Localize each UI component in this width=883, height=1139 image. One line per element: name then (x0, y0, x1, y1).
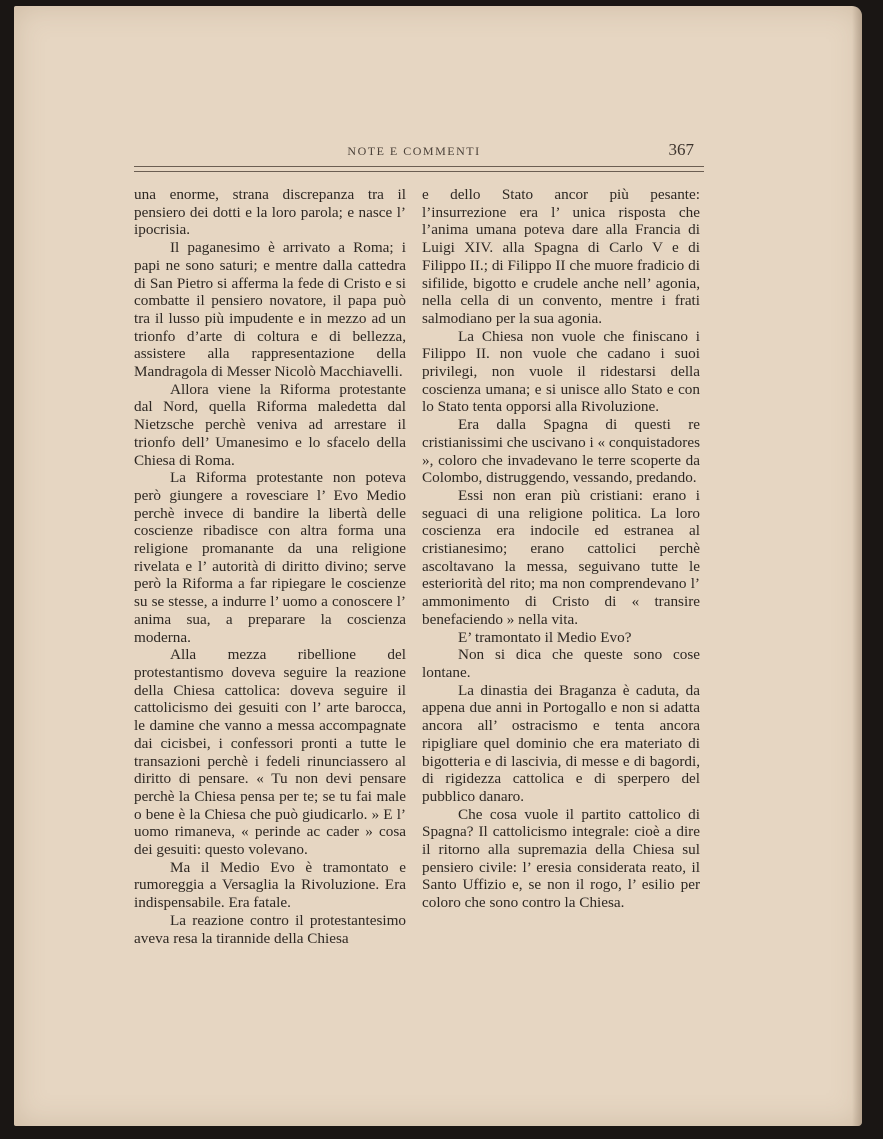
paragraph: Ma il Medio Evo è tramontato e rumoreggia a Versaglia la Rivoluzione. Era indispensabile. Era fatale. (134, 858, 406, 912)
running-header (134, 142, 694, 164)
paragraph: Che cosa vuole il partito cattolico di Spagna? Il cattolicismo integrale: cioè a dire il ritorno alla supremazia della Chiesa sul pensiero civile: l’ eresia considerata reato, il Santo Uffizio e, se non il rogo, l’ esilio per coloro che sono contro la Chiesa. (422, 805, 700, 912)
paragraph: e dello Stato ancor più pesante: l’insurrezione era l’ unica risposta che l’anima umana poteva dare alla Francia di Luigi XIV. alla Spagna di Carlo V e di Filippo II.; di Filippo II che muore fradicio di sifilide, bigotto e crudele anche nell’ agonia, nella cella di un convento, mentre i frati salmodiano per la sua agonia. (422, 186, 700, 327)
paragraph: La reazione contro il protestantesimo aveva resa la tirannide della Chiesa (134, 911, 406, 947)
page-edge-shading (852, 6, 862, 1126)
paragraph: Era dalla Spagna di questi re cristianissimi che uscivano i « conquistadores », coloro che invadevano le terre scoperte da Colombo, distruggendo, vessando, predando. (422, 416, 700, 487)
paragraph: una enorme, strana discrepanza tra il pensiero dei dotti e la loro parola; e nasce l’ ipocrisia. (134, 186, 406, 239)
right-column (422, 186, 700, 912)
paragraph: Non si dica che queste sono cose lontane. (422, 646, 700, 681)
paragraph: Il paganesimo è arrivato a Roma; i papi ne sono saturi; e mentre dalla cattedra di San Pietro si afferma la fede di Cristo e si combatte il pensiero novatore, il papa può tra il lusso più impudente e in mezzo ad un trionfo d’arte di coltura e di bellezza, assistere alla rappresentazione della Mandragola di Messer Nicolò Macchiavelli. (134, 239, 406, 381)
paragraph: La Riforma protestante non poteva però giungere a rovesciare l’ Evo Medio perchè invece di bandire la libertà delle coscienze ribadisce con altra forma una religione promanante da una religione rivelata e l’ autorità di diritto divino; serve però la Riforma a far ripiegare le coscienze su se stesse, a indurre l’ uomo a conoscere l’ anima sua, a preparare la coscienza moderna. (134, 469, 406, 646)
paragraph: Essi non eran più cristiani: erano i seguaci di una religione politica. La loro coscienza era indocile ed estranea al cristianesimo; erano cattolici perchè ascoltavano la messa, seguivano tutte le esteriorità del rito; ma non comprendevano l’ ammonimento di Cristo di « transire benefaciendo » nella vita. (422, 486, 700, 628)
left-column (134, 186, 406, 947)
paragraph: La dinastia dei Braganza è caduta, da appena due anni in Portogallo e non si adatta ancora all’ ostracismo e tenta ancora ripigliare quel dominio che era materiato di bigotteria e di lascivia, di messe e di bagordi, di rigidezza cattolica e di sperpero del pubblico danaro. (422, 681, 700, 805)
paragraph: Allora viene la Riforma protestante dal Nord, quella Riforma maledetta dal Nietzsche perchè veniva ad arrestare il trionfo dell’ Umanesimo e lo sfacelo della Chiesa di Roma. (134, 380, 406, 469)
paragraph: E’ tramontato il Medio Evo? (458, 628, 632, 646)
book-page (14, 6, 862, 1126)
running-title: NOTE E COMMENTI (347, 144, 481, 158)
page-number: 367 (668, 140, 694, 159)
paragraph: Alla mezza ribellione del protestantismo doveva seguire la reazione della Chiesa cattolica: doveva seguire il cattolicismo dei gesuiti con l’ arte barocca, le damine che vanno a messa accompagnate dai cicisbei, i confessori pronti a tutte le transazioni perchè i fedeli rinunciassero al diritto di pensare. « Tu non devi pensare perchè la Chiesa pensa per te; se tu fai male o bene è la Chiesa che può giudicarlo. » E l’ uomo rimaneva, « perinde ac cader » cosa dei gesuiti: questo volevano. (134, 646, 406, 859)
header-double-rule (134, 166, 704, 172)
paragraph: La Chiesa non vuole che finiscano i Filippo II. non vuole che cadano i suoi privilegi, non vuole il ridestarsi della coscienza umana; e si unisce allo Stato e con lo Stato tenta opporsi alla Rivoluzione. (422, 327, 700, 416)
